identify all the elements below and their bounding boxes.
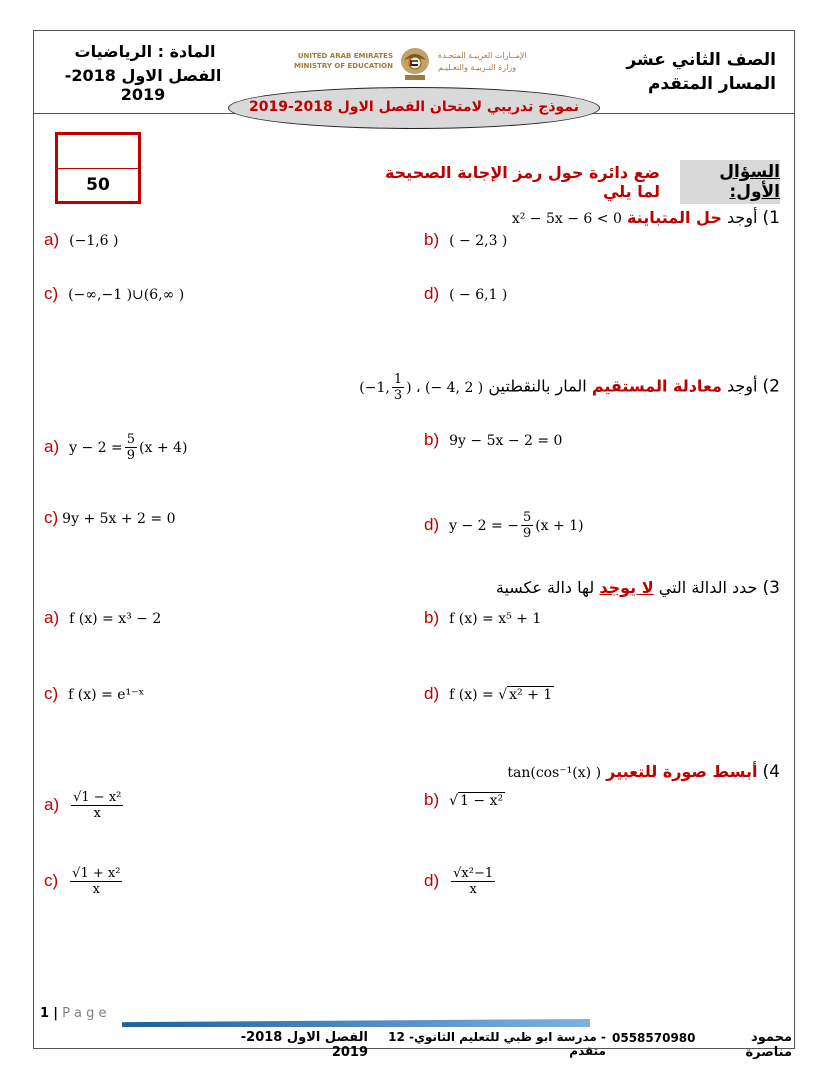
question-3 xyxy=(420,578,780,598)
q4-option-a-label: a) xyxy=(44,795,60,814)
question-4 xyxy=(420,762,780,782)
section-instruction: ضع دائرة حول رمز الإجابة الصحيحة لما يلي xyxy=(384,163,660,201)
q3-option-b-label: b) xyxy=(424,608,440,627)
q1-option-b-value: ( − 2,3 ) xyxy=(449,233,508,249)
page-word: P a g e xyxy=(62,1006,107,1021)
q3-option-a-value: f (x) = x³ − 2 xyxy=(69,611,162,627)
question-2-point-2-post: ) xyxy=(406,379,412,396)
q3-option-b-value: f (x) = x⁵ + 1 xyxy=(449,611,542,627)
q1-option-d[interactable] xyxy=(424,284,507,304)
ministry-name-en-1: UNITED ARAB EMIRATES xyxy=(297,52,393,60)
q3-option-b[interactable] xyxy=(424,608,541,628)
score-total: 50 xyxy=(86,175,110,195)
question-2-text-a: أوجد xyxy=(726,376,758,396)
footer-author: محمود مناصرة xyxy=(745,1030,792,1060)
ministry-logo xyxy=(290,46,560,82)
score-divider xyxy=(58,168,138,169)
q1-option-d-label: d) xyxy=(424,284,440,303)
emblem-icon xyxy=(398,46,432,82)
q4-option-d-value: $\frac{\text{√x²−1}}{x}$ xyxy=(453,866,494,897)
ministry-name-ar-2: وزارة التـربيـة والتعـليـم xyxy=(438,63,517,72)
q2-option-b-value: 9y − 5x − 2 = 0 xyxy=(449,433,563,449)
q3-option-d[interactable] xyxy=(424,684,554,704)
footer-phone: 0558570980 xyxy=(612,1031,696,1045)
page-number-value: 1 xyxy=(40,1006,50,1021)
q4-option-d[interactable] xyxy=(424,866,497,897)
q3-option-c[interactable] xyxy=(44,684,144,704)
section-title: السؤال الأول: xyxy=(680,160,780,204)
q3-option-c-label: c) xyxy=(44,684,59,703)
q2-option-d-label: d) xyxy=(424,514,440,534)
question-2-point-2-frac: $\frac{1}{3}$ xyxy=(393,372,403,403)
q2-option-d[interactable] xyxy=(424,510,584,541)
page-number: 1 | P a g e xyxy=(40,1006,107,1021)
q4-option-c[interactable] xyxy=(44,866,124,897)
question-3-text-a: حدد الدالة التي xyxy=(658,578,758,597)
question-1-text-a: أوجد xyxy=(726,208,758,227)
question-1-number: 1) xyxy=(762,208,780,228)
question-4-number: 4) xyxy=(762,762,780,782)
q2-option-b-label: b) xyxy=(424,430,440,449)
q1-option-c[interactable] xyxy=(44,284,184,304)
q4-option-a[interactable] xyxy=(44,790,125,821)
q1-option-c-label: c) xyxy=(44,284,59,303)
q4-option-d-label: d) xyxy=(424,871,440,890)
q4-option-b-label: b) xyxy=(424,790,440,809)
q2-option-a[interactable] xyxy=(44,432,187,463)
q2-option-b[interactable] xyxy=(424,430,562,450)
q2-option-c-label: c) xyxy=(44,508,59,527)
q3-option-a[interactable] xyxy=(44,608,161,628)
question-2-point-1: (− 4, 2 ) xyxy=(425,379,484,396)
question-2-text-b: معادلة المستقيم xyxy=(591,376,722,396)
ministry-name-ar-1: الإمــارات العربيـة المتحـدة xyxy=(438,51,527,60)
q1-option-a-value: (−1,6 ) xyxy=(69,233,119,249)
q4-option-c-label: c) xyxy=(44,871,59,890)
q3-option-a-label: a) xyxy=(44,608,60,627)
q1-option-c-value: (−∞,−1 )∪(6,∞ ) xyxy=(68,287,185,303)
ministry-name-en-2: MINISTRY OF EDUCATION xyxy=(293,62,393,70)
question-2-number: 2) xyxy=(762,376,780,397)
question-1-text-b: حل المتباينة xyxy=(626,208,722,227)
track-label: المسار المتقدم xyxy=(647,74,776,94)
q1-option-a-label: a) xyxy=(44,230,60,249)
q2-option-a-label: a) xyxy=(44,436,60,456)
question-2-text-c: المار بالنقطتين xyxy=(488,376,587,396)
exam-banner-text: نموذج تدريبي لامتحان الفصل الاول 2018-2019 xyxy=(249,99,579,115)
q2-option-a-value: y − 2 = $\frac{5}{9}$ (x + 4) xyxy=(69,432,188,463)
q1-option-b[interactable] xyxy=(424,230,507,250)
question-4-text-a: أبسط صورة للتعبير xyxy=(606,762,758,781)
q2-option-d-value: y − 2 = − $\frac{5}{9}$ (x + 1) xyxy=(449,510,584,541)
question-1 xyxy=(420,208,780,228)
footer-school: - مدرسة ابو ظبي للتعليم الثانوي- 12 متقدم xyxy=(388,1030,606,1058)
q3-option-c-value: f (x) = e¹⁻ˣ xyxy=(68,687,145,703)
q4-option-c-value: $\frac{\text{√1 + x²}}{x}$ xyxy=(72,866,121,897)
question-2-sep: ، xyxy=(416,379,421,396)
question-3-text-c: لها دالة عكسية xyxy=(495,578,595,597)
q4-option-b[interactable] xyxy=(424,790,505,810)
term-label: الفصل الاول 2018-2019 xyxy=(64,66,222,104)
question-4-math: tan(cos⁻¹(x) ) xyxy=(507,765,602,781)
q1-option-b-label: b) xyxy=(424,230,440,249)
footer-term: الفصل الاول 2018-2019 xyxy=(240,1030,368,1060)
question-1-math: x² − 5x − 6 < 0 xyxy=(511,211,622,227)
question-3-number: 3) xyxy=(762,578,780,598)
subject-label: المادة : الرياضيات xyxy=(74,42,216,61)
grade-label: الصف الثاني عشر xyxy=(626,50,776,70)
q1-option-d-value: ( − 6,1 ) xyxy=(449,287,508,303)
question-2-point-2-pre: (−1, xyxy=(359,379,390,396)
question-3-text-b: لا يوجد xyxy=(599,578,654,597)
q4-option-a-value: $\frac{\text{√1 − x²}}{x}$ xyxy=(73,790,122,821)
q1-option-a[interactable] xyxy=(44,230,119,250)
q3-option-d-value: f (x) = √ x² + 1 xyxy=(449,687,553,703)
q2-option-c-value: 9y + 5x + 2 = 0 xyxy=(62,511,176,527)
score-box xyxy=(55,132,141,204)
question-2-points xyxy=(359,372,484,403)
q4-option-b-value: √ 1 − x² xyxy=(449,793,504,809)
question-2 xyxy=(320,372,780,403)
q3-option-d-label: d) xyxy=(424,684,440,703)
q2-option-c[interactable] xyxy=(44,508,176,528)
